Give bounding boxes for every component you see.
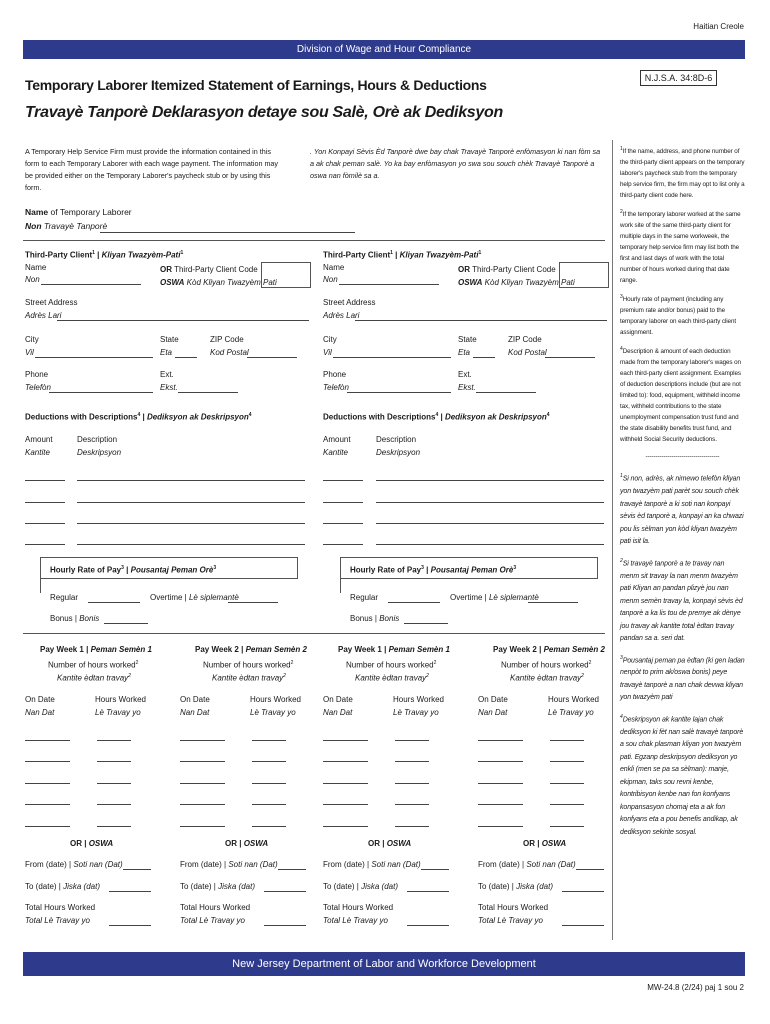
hours-field[interactable] bbox=[97, 761, 131, 762]
hours-field[interactable] bbox=[252, 761, 286, 762]
city-field[interactable] bbox=[35, 357, 153, 358]
client-name-label-ht: Non bbox=[25, 275, 40, 284]
to-label: To (date) | Jiska (dat) bbox=[323, 882, 399, 891]
footnote-3-ht: $^3$Pousantaj peman pa èdtan (ki gen ladan nenpòt to prim ak/oswa bonis) peye travayè tanporè a nan chak devwa kliyan yon twazyèm pati bbox=[620, 654, 745, 702]
street-field[interactable] bbox=[57, 320, 309, 321]
client-name-field[interactable] bbox=[339, 284, 439, 285]
to-label: To (date) | Jiska (dat) bbox=[180, 882, 256, 891]
total-label: Total Hours Worked bbox=[323, 903, 394, 912]
to-date-field[interactable] bbox=[562, 891, 604, 892]
from-label: From (date) | Soti nan (Dat) bbox=[323, 860, 421, 869]
date-field[interactable] bbox=[323, 804, 368, 805]
title-english: Temporary Laborer Itemized Statement of Earnings, Hours & Deductions bbox=[25, 77, 487, 93]
street-label: Street Address bbox=[25, 298, 78, 307]
date-field[interactable] bbox=[478, 761, 523, 762]
footnote-divider: ------------------------------------- bbox=[645, 453, 720, 461]
on-date-label: On Date bbox=[180, 695, 210, 704]
date-field[interactable] bbox=[180, 740, 225, 741]
total-hours-field[interactable] bbox=[562, 925, 604, 926]
hours-worked-label: Hours Worked bbox=[548, 695, 599, 704]
regular-label: Regular bbox=[350, 593, 379, 602]
description-label-ht: Deskripsyon bbox=[77, 448, 122, 457]
description-field[interactable] bbox=[376, 502, 604, 503]
hours-worked-label-ht: Lè Travay yo bbox=[393, 708, 439, 717]
amount-field[interactable] bbox=[25, 523, 65, 524]
rate-block-1 bbox=[40, 557, 298, 627]
on-date-label-ht: Nan Dat bbox=[323, 708, 353, 717]
ext-field[interactable] bbox=[476, 392, 536, 393]
bonus-label: Bonus | Bonis bbox=[350, 614, 400, 623]
phone-field[interactable] bbox=[49, 392, 153, 393]
state-field[interactable] bbox=[175, 357, 197, 358]
description-field[interactable] bbox=[376, 544, 604, 545]
on-date-label-ht: Nan Dat bbox=[180, 708, 210, 717]
hours-field[interactable] bbox=[395, 804, 429, 805]
rate-header: Hourly Rate of Pay$^3$ | Pousantaj Peman Orè$^3$ bbox=[350, 565, 517, 575]
state-label: State bbox=[458, 335, 477, 344]
hours-field[interactable] bbox=[97, 826, 131, 827]
state-label-ht: Eta bbox=[160, 348, 173, 357]
footnote-1-ht: $^1$Si non, adrès, ak nimewo telefòn kliyan yon twazyèm pati parèt sou souch chèk travayè tanporè a ki soti nan konpayi sèvis èd tanporè a, konpayi an ka chwazi pou lis sèlman yon kòd kliyan twazyèm pati isit la. bbox=[620, 473, 744, 546]
city-label: City bbox=[25, 335, 39, 344]
on-date-label-ht: Nan Dat bbox=[478, 708, 508, 717]
phone-label-ht: Telefòn bbox=[25, 383, 51, 392]
amount-label: Amount bbox=[323, 435, 351, 444]
total-label: Total Hours Worked bbox=[180, 903, 251, 912]
or-label: OR | OSWA bbox=[368, 839, 412, 848]
hours-field[interactable] bbox=[395, 740, 429, 741]
overtime-rate-field[interactable] bbox=[528, 602, 578, 603]
amount-field[interactable] bbox=[323, 502, 363, 503]
hours-field[interactable] bbox=[252, 740, 286, 741]
hours-label: Number of hours worked$^2$ bbox=[501, 660, 592, 670]
footnote-2: $^2$If the temporary laborer worked at the same work site of the same third-party client for multiple days in the same workweek, the temporary help service firm may list both the first and last days of work with the total number of hours worked during that date range. bbox=[620, 209, 741, 285]
overtime-label: Overtime | Lè siplemantè bbox=[150, 593, 239, 602]
from-label: From (date) | Soti nan (Dat) bbox=[180, 860, 278, 869]
client-code-label: OR Third-Party Client Code bbox=[160, 265, 258, 274]
on-date-label: On Date bbox=[25, 695, 55, 704]
from-label: From (date) | Soti nan (Dat) bbox=[478, 860, 576, 869]
client-block-2 bbox=[323, 248, 608, 408]
section-divider bbox=[23, 633, 605, 634]
on-date-label: On Date bbox=[478, 695, 508, 704]
footnote-4-ht: $^4$Deskripsyon ak kantite lajan chak dediksyon ki fèt nan salè travayè tanporè a sou chak plasman kliyan yon twazyèm pati. Egzanp deskripsyon dediksyon yo enkli (men se pa sa sèlman): manje, ekipman, taks sou revni kenbe, kontribisyon kenbe nan fon konfyans konpansasyon chomaj eta a ak fon konfyans eta a pou benefis andikap, ak dediksyon sekirite sosyal. bbox=[620, 713, 744, 836]
hours-worked-label-ht: Lè Travay yo bbox=[95, 708, 141, 717]
statute-box: N.J.S.A. 34:8D-6 bbox=[640, 70, 717, 86]
description-field[interactable] bbox=[77, 523, 305, 524]
regular-label: Regular bbox=[50, 593, 79, 602]
date-field[interactable] bbox=[25, 804, 70, 805]
client-name-label-ht: Non bbox=[323, 275, 338, 284]
client-code-label: OR Third-Party Client Code bbox=[458, 265, 556, 274]
regular-rate-field[interactable] bbox=[388, 602, 440, 603]
amount-label-ht: Kantite bbox=[25, 448, 50, 457]
client-code-label-ht: OSWA Kòd Kliyan Twazyèm Pati bbox=[160, 278, 277, 287]
total-label: Total Hours Worked bbox=[25, 903, 96, 912]
street-label-ht: Adrès Lari bbox=[323, 311, 360, 320]
hours-worked-label: Hours Worked bbox=[393, 695, 444, 704]
footer-banner: New Jersey Department of Labor and Workforce Development bbox=[23, 952, 745, 976]
date-field[interactable] bbox=[323, 783, 368, 784]
date-field[interactable] bbox=[323, 761, 368, 762]
amount-field[interactable] bbox=[323, 480, 363, 481]
on-date-label: On Date bbox=[323, 695, 353, 704]
or-label: OR | OSWA bbox=[225, 839, 269, 848]
amount-label-ht: Kantite bbox=[323, 448, 348, 457]
pay-week-column bbox=[25, 640, 165, 940]
footnote-1: $^1$If the name, address, and phone number of the third-party client appears on the temporary laborer's paycheck stub from the temporary help service firm, the firm may opt to list only a third-party client code here. bbox=[620, 146, 745, 200]
street-label-ht: Adrès Lari bbox=[25, 311, 62, 320]
date-field[interactable] bbox=[25, 740, 70, 741]
ext-label: Ext. bbox=[160, 370, 174, 379]
zip-field[interactable] bbox=[247, 357, 297, 358]
hours-label-ht: Kantite èdtan travay$^2$ bbox=[355, 673, 429, 683]
pay-week-column bbox=[323, 640, 463, 940]
hours-worked-label-ht: Lè Travay yo bbox=[250, 708, 296, 717]
overtime-label: Overtime | Lè siplemantè bbox=[450, 593, 539, 602]
footnote-3: $^3$Hourly rate of payment (including any premium rate and/or bonus) paid to the temporary laborer on each third-party client assignment. bbox=[620, 294, 736, 337]
from-date-field[interactable] bbox=[421, 869, 449, 870]
phone-label: Phone bbox=[323, 370, 347, 379]
total-label-ht: Total Lè Travay yo bbox=[478, 916, 543, 925]
city-label-ht: Vil bbox=[323, 348, 332, 357]
client-code-field[interactable] bbox=[261, 262, 311, 288]
hours-field[interactable] bbox=[97, 783, 131, 784]
name-label-ht: Non Travayè Tanporè bbox=[25, 221, 108, 231]
to-date-field[interactable] bbox=[407, 891, 449, 892]
hours-field[interactable] bbox=[550, 761, 584, 762]
state-label: State bbox=[160, 335, 179, 344]
amount-field[interactable] bbox=[25, 544, 65, 545]
footnote-2-ht: $^2$Si travayè tanporè a te travay nan menm sit travay la nan menm twazyèm pati Kliyan an pandan plizyè jou nan menm semèn travay la, konpayi sèvis èd tanporè a ka lis tou de premye ak dènye jou travay ak kantite total èdtan travay pandan sa a. seri dat. bbox=[620, 557, 743, 643]
to-date-field[interactable] bbox=[264, 891, 306, 892]
description-field[interactable] bbox=[77, 544, 305, 545]
from-date-field[interactable] bbox=[576, 869, 604, 870]
phone-label: Phone bbox=[25, 370, 49, 379]
hours-field[interactable] bbox=[550, 783, 584, 784]
ext-field[interactable] bbox=[178, 392, 238, 393]
date-field[interactable] bbox=[25, 783, 70, 784]
hours-worked-label: Hours Worked bbox=[250, 695, 301, 704]
regular-rate-field[interactable] bbox=[88, 602, 140, 603]
total-hours-field[interactable] bbox=[407, 925, 449, 926]
total-label-ht: Total Lè Travay yo bbox=[180, 916, 245, 925]
pay-week-column bbox=[478, 640, 618, 940]
hours-label-ht: Kantite èdtan travay$^2$ bbox=[510, 673, 584, 683]
hours-label-ht: Kantite èdtan travay$^2$ bbox=[212, 673, 286, 683]
hours-label: Number of hours worked$^2$ bbox=[48, 660, 139, 670]
pay-week-header: Pay Week 1 | Peman Semèn 1 bbox=[338, 645, 450, 654]
description-label: Description bbox=[77, 435, 118, 444]
ext-label-ht: Ekst. bbox=[458, 383, 476, 392]
state-field[interactable] bbox=[473, 357, 495, 358]
description-label-ht: Deskripsyon bbox=[376, 448, 421, 457]
state-label-ht: Eta bbox=[458, 348, 471, 357]
or-label: OR | OSWA bbox=[70, 839, 114, 848]
client-header: Third-Party Client$^1$ | Kliyan Twazyèm-Pati$^1$ bbox=[25, 250, 184, 260]
bonus-field[interactable] bbox=[404, 623, 448, 624]
rate-header: Hourly Rate of Pay$^3$ | Pousantaj Peman Orè$^3$ bbox=[50, 565, 217, 575]
overtime-rate-field[interactable] bbox=[228, 602, 278, 603]
name-field[interactable] bbox=[100, 232, 355, 233]
ext-label: Ext. bbox=[458, 370, 472, 379]
hours-label: Number of hours worked$^2$ bbox=[203, 660, 294, 670]
hours-worked-label: Hours Worked bbox=[95, 695, 146, 704]
street-field[interactable] bbox=[355, 320, 607, 321]
date-field[interactable] bbox=[25, 761, 70, 762]
division-banner: Division of Wage and Hour Compliance bbox=[23, 40, 745, 59]
client-code-field[interactable] bbox=[559, 262, 609, 288]
date-field[interactable] bbox=[180, 783, 225, 784]
hours-field[interactable] bbox=[395, 783, 429, 784]
hours-field[interactable] bbox=[550, 826, 584, 827]
client-code-label-ht: OSWA Kòd Kliyan Twazyèm Pati bbox=[458, 278, 575, 287]
client-name-label: Name bbox=[323, 263, 345, 272]
date-field[interactable] bbox=[478, 804, 523, 805]
section-divider bbox=[23, 240, 605, 241]
from-date-field[interactable] bbox=[278, 869, 306, 870]
amount-label: Amount bbox=[25, 435, 53, 444]
name-label: Name of Temporary Laborer bbox=[25, 207, 132, 217]
zip-label: ZIP Code bbox=[210, 335, 244, 344]
hours-field[interactable] bbox=[252, 783, 286, 784]
date-field[interactable] bbox=[180, 804, 225, 805]
date-field[interactable] bbox=[180, 826, 225, 827]
deductions-block-2 bbox=[323, 410, 608, 550]
date-field[interactable] bbox=[478, 783, 523, 784]
or-label: OR | OSWA bbox=[523, 839, 567, 848]
date-field[interactable] bbox=[478, 826, 523, 827]
pay-week-header: Pay Week 2 | Peman Semèn 2 bbox=[195, 645, 307, 654]
hours-field[interactable] bbox=[395, 826, 429, 827]
intro-english: A Temporary Help Service Firm must provide the information contained in this form to each Temporary Laborer with each wage payment. The information may be provided either on the Temporary Laborer's paycheck stub or by using this form. bbox=[25, 147, 279, 192]
date-field[interactable] bbox=[25, 826, 70, 827]
rate-block-2 bbox=[340, 557, 598, 627]
deductions-header: Deductions with Descriptions$^4$ | Dediksyon ak Deskripsyon$^4$ bbox=[25, 412, 252, 422]
footnotes bbox=[620, 144, 745, 839]
from-label: From (date) | Soti nan (Dat) bbox=[25, 860, 123, 869]
language-label: Haitian Creole bbox=[693, 22, 744, 31]
hours-worked-label-ht: Lè Travay yo bbox=[548, 708, 594, 717]
amount-field[interactable] bbox=[25, 480, 65, 481]
intro-creole: . Yon Konpayi Sèvis Èd Tanporè dwe bay chak Travayè Tanporè enfòmasyon ki nan fòm sa a ak chak peman salè. Yo ka bay enfòmasyon yo swa sou souch chèk Travayè Tanporè a oswa nan fòmilè sa a. bbox=[310, 147, 601, 180]
column-divider bbox=[612, 140, 613, 940]
footnote-4: $^4$Description & amount of each deduction made from the temporary laborer's wages on each third-party client assignment. Examples of deduction descriptions include (but are not limited to): food, equipment, withheld income tax, withheld contributions to the state unemployment compensation trust fund and the state disability benefits trust fund, and withheld Social Security deductions. bbox=[620, 346, 741, 444]
description-field[interactable] bbox=[77, 480, 305, 481]
amount-field[interactable] bbox=[323, 544, 363, 545]
zip-label: ZIP Code bbox=[508, 335, 542, 344]
total-hours-field[interactable] bbox=[109, 925, 151, 926]
hours-field[interactable] bbox=[97, 804, 131, 805]
city-label-ht: Vil bbox=[25, 348, 34, 357]
hours-field[interactable] bbox=[550, 740, 584, 741]
hours-field[interactable] bbox=[550, 804, 584, 805]
zip-label-ht: Kod Postal bbox=[508, 348, 547, 357]
total-hours-field[interactable] bbox=[264, 925, 306, 926]
pay-week-column bbox=[180, 640, 320, 940]
phone-field[interactable] bbox=[347, 392, 451, 393]
ext-label-ht: Ekst. bbox=[160, 383, 178, 392]
bonus-label: Bonus | Bonis bbox=[50, 614, 100, 623]
phone-label-ht: Telefòn bbox=[323, 383, 349, 392]
client-header: Third-Party Client$^1$ | Kliyan Twazyèm-Pati$^1$ bbox=[323, 250, 482, 260]
pay-week-header: Pay Week 2 | Peman Semèn 2 bbox=[493, 645, 605, 654]
to-label: To (date) | Jiska (dat) bbox=[25, 882, 101, 891]
total-label-ht: Total Lè Travay yo bbox=[323, 916, 388, 925]
hours-field[interactable] bbox=[252, 826, 286, 827]
zip-field[interactable] bbox=[545, 357, 595, 358]
amount-field[interactable] bbox=[323, 523, 363, 524]
description-label: Description bbox=[376, 435, 417, 444]
description-field[interactable] bbox=[376, 480, 604, 481]
description-field[interactable] bbox=[77, 502, 305, 503]
date-field[interactable] bbox=[180, 761, 225, 762]
city-label: City bbox=[323, 335, 337, 344]
total-label: Total Hours Worked bbox=[478, 903, 549, 912]
zip-label-ht: Kod Postal bbox=[210, 348, 249, 357]
date-field[interactable] bbox=[323, 826, 368, 827]
street-label: Street Address bbox=[323, 298, 376, 307]
on-date-label-ht: Nan Dat bbox=[25, 708, 55, 717]
hours-field[interactable] bbox=[395, 761, 429, 762]
hours-label: Number of hours worked$^2$ bbox=[346, 660, 437, 670]
to-date-field[interactable] bbox=[109, 891, 151, 892]
amount-field[interactable] bbox=[25, 502, 65, 503]
title-creole: Travayè Tanporè Deklarasyon detaye sou Salè, Orè ak Dediksyon bbox=[25, 104, 503, 121]
hours-field[interactable] bbox=[252, 804, 286, 805]
client-name-field[interactable] bbox=[41, 284, 141, 285]
to-label: To (date) | Jiska (dat) bbox=[478, 882, 554, 891]
city-field[interactable] bbox=[333, 357, 451, 358]
from-date-field[interactable] bbox=[123, 869, 151, 870]
bonus-field[interactable] bbox=[104, 623, 148, 624]
client-name-label: Name bbox=[25, 263, 47, 272]
description-field[interactable] bbox=[376, 523, 604, 524]
total-label-ht: Total Lè Travay yo bbox=[25, 916, 90, 925]
form-number: MW-24.8 (2/24) paj 1 sou 2 bbox=[647, 983, 744, 992]
deductions-header: Deductions with Descriptions$^4$ | Dediksyon ak Deskripsyon$^4$ bbox=[323, 412, 550, 422]
hours-field[interactable] bbox=[97, 740, 131, 741]
hours-label-ht: Kantite èdtan travay$^2$ bbox=[57, 673, 131, 683]
client-block-1 bbox=[25, 248, 310, 408]
deductions-block-1 bbox=[25, 410, 310, 550]
date-field[interactable] bbox=[323, 740, 368, 741]
pay-week-header: Pay Week 1 | Peman Semèn 1 bbox=[40, 645, 152, 654]
date-field[interactable] bbox=[478, 740, 523, 741]
